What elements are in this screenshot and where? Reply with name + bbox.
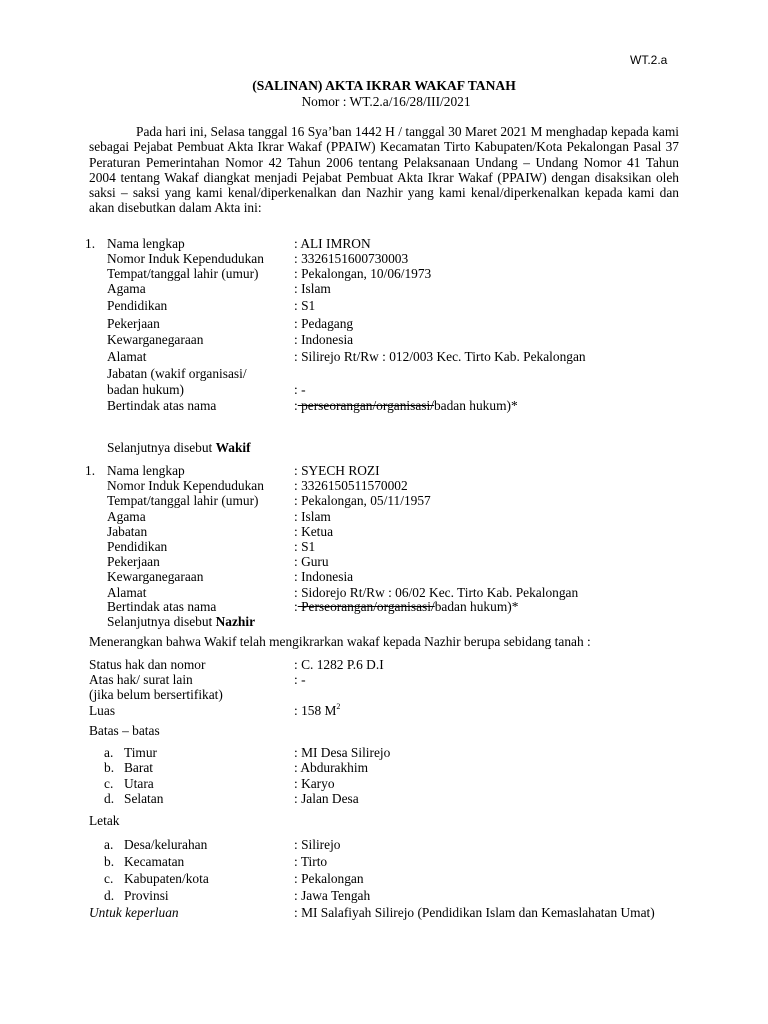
wakif-field-label: Pekerjaan <box>107 316 160 331</box>
letak-item-value: : Jawa Tengah <box>294 888 371 903</box>
batas-item-value: : Karyo <box>294 775 335 791</box>
colon: : <box>294 599 298 614</box>
wakif-field-value: : 3326151600730003 <box>294 251 409 266</box>
nazhir-field-value: : Sidorejo Rt/Rw : 06/02 Kec. Tirto Kab. Pekalongan <box>294 584 579 600</box>
luas-unit-exponent: 2 <box>336 701 341 711</box>
designation-term: Nazhir <box>215 614 256 629</box>
nazhir-field-label: Pendidikan <box>107 539 168 554</box>
batas-item-label: Timur <box>124 745 157 760</box>
statement-text: Menerangkan bahwa Wakif telah mengikrarkan wakaf kepada Nazhir berupa sebidang tanah : <box>89 634 591 649</box>
letak-item-letter: d. <box>104 888 115 903</box>
nazhir-field-value: : Guru <box>294 554 329 570</box>
wakif-field-label: Tempat/tanggal lahir (umur) <box>107 266 259 281</box>
intro-text: Pada hari ini, Selasa tanggal 16 Sya’ban 1442 H / tanggal 30 Maret 2021 M menghadap kepada kami sebagai Pejabat Pembuat Akta Ikrar Wakaf (PPAIW) Kecamatan Tirto Kabupaten/Kota Pekalongan Pasal 37 Peraturan Pemerintahan Nomor 42 Tahun 2006 tentang Pelaksanaan Undang – Undang Nomor 41 Tahun 2004 tentang Wakaf diangkat menjadi Pejabat Pembuat Akta Ikrar Wakaf (PPAIW) dengan disaksikan oleh saksi – saksi yang kami kenal/diperkenalkan dan Nazhir yang kami kenal/diperkenalkan kepada kami dan akan disebutkan dalam Akta ini: <box>89 124 679 216</box>
wakif-field-value: : Silirejo Rt/Rw : 012/003 Kec. Tirto Kab. Pekalongan <box>294 349 586 364</box>
batas-item-value: : MI Desa Silirejo <box>294 745 391 760</box>
wakif-field-value: : Pekalongan, 10/06/1973 <box>294 266 432 281</box>
wakif-field-label: Kewarganegaraan <box>107 332 204 347</box>
wakif-field-value: : Indonesia <box>294 332 354 347</box>
letak-item-value: : Tirto <box>294 854 328 869</box>
letak-item-letter: a. <box>104 837 114 852</box>
purpose-value: : MI Salafiyah Silirejo (Pendidikan Islam dan Kemaslahatan Umat) <box>294 905 655 920</box>
batas-item-value: : Jalan Desa <box>294 791 359 807</box>
nazhir-field-value: : Pekalongan, 05/11/1957 <box>294 493 431 509</box>
wakif-field-value: : ALI IMRON <box>294 236 371 251</box>
nazhir-field-label: Alamat <box>107 584 147 600</box>
letak-item-letter: b. <box>104 854 115 869</box>
letak-item-letter: c. <box>104 871 114 886</box>
letak-heading: Letak <box>89 813 120 828</box>
wakif-field-label: Pendidikan <box>107 298 168 313</box>
wakif-field-label: Alamat <box>107 349 147 364</box>
letak-item-label: Kabupaten/kota <box>124 871 209 886</box>
luas-label: Luas <box>89 703 116 718</box>
nazhir-field-label: Agama <box>107 508 146 524</box>
nazhir-field-value: : S1 <box>294 539 316 554</box>
batas-item-label: Utara <box>124 775 154 791</box>
nazhir-designation <box>107 614 255 629</box>
document-number: Nomor : WT.2.a/16/28/III/2021 <box>301 94 471 109</box>
wakif-field-label: Nama lengkap <box>107 236 185 251</box>
colon: : <box>294 398 298 413</box>
batas-item-letter: b. <box>104 760 115 776</box>
selected-option: badan hukum)* <box>434 599 519 614</box>
wakif-designation <box>107 440 251 455</box>
letak-item-value: : Silirejo <box>294 837 341 852</box>
letak-item-value: : Pekalongan <box>294 871 364 886</box>
nazhir-bertindak-label: Bertindak atas nama <box>107 599 217 614</box>
atas-hak-label: Atas hak/ surat lain <box>89 672 193 687</box>
batas-item-letter: a. <box>104 745 114 760</box>
batas-item-label: Barat <box>124 760 153 776</box>
document-code: WT.2.a <box>630 53 668 67</box>
letak-item-label: Provinsi <box>124 888 169 903</box>
wakif-bertindak-label: Bertindak atas nama <box>107 398 217 413</box>
document-title: (SALINAN) AKTA IKRAR WAKAF TANAH <box>252 78 516 93</box>
struck-option: perseorangan/organisasi/ <box>297 398 434 413</box>
nazhir-field-value: : Islam <box>294 508 331 524</box>
wakif-field-label: Nomor Induk Kependudukan <box>107 251 264 266</box>
status-value: : C. 1282 P.6 D.I <box>294 657 384 672</box>
luas-value <box>294 703 340 718</box>
wakif-field-label: badan hukum) <box>107 382 184 397</box>
certificate-note: (jika belum bersertifikat) <box>89 687 223 702</box>
nazhir-field-value: : 3326150511570002 <box>294 478 408 494</box>
wakif-field-value: : Pedagang <box>294 316 354 331</box>
batas-item-letter: c. <box>104 775 114 791</box>
nazhir-field-label: Pekerjaan <box>107 554 160 570</box>
luas-number: : 158 M <box>294 703 337 718</box>
status-label: Status hak dan nomor <box>89 657 206 672</box>
wakif-field-value: : S1 <box>294 298 316 313</box>
atas-hak-value: : - <box>294 672 306 687</box>
wakif-number: 1. <box>85 236 96 251</box>
batas-item-letter: d. <box>104 791 115 807</box>
wakif-field-label: Jabatan (wakif organisasi/ <box>107 366 247 381</box>
designation-prefix: Selanjutnya disebut <box>107 440 216 455</box>
batas-item-label: Selatan <box>124 791 164 807</box>
batas-item-value: : Abdurakhim <box>294 760 369 776</box>
nazhir-field-label: Nama lengkap <box>107 463 185 478</box>
nazhir-bertindak-value <box>294 599 518 614</box>
wakif-field-label: Agama <box>107 281 146 296</box>
nazhir-field-value: : Indonesia <box>294 569 354 585</box>
nazhir-field-label: Jabatan <box>107 523 148 539</box>
designation-term: Wakif <box>215 440 251 455</box>
nazhir-field-label: Nomor Induk Kependudukan <box>107 478 264 494</box>
nazhir-number: 1. <box>85 463 96 478</box>
nazhir-field-label: Tempat/tanggal lahir (umur) <box>107 493 259 509</box>
struck-option: Perseorangan/organisasi/ <box>297 599 435 614</box>
nazhir-field-label: Kewarganegaraan <box>107 569 204 585</box>
nazhir-field-value: : SYECH ROZI <box>294 463 380 478</box>
intro-paragraph <box>89 124 679 216</box>
designation-prefix: Selanjutnya disebut <box>107 614 216 629</box>
selected-option: badan hukum)* <box>433 398 518 413</box>
nazhir-field-value: : Ketua <box>294 523 334 539</box>
wakif-bertindak-value <box>294 398 518 413</box>
letak-item-label: Kecamatan <box>124 854 185 869</box>
purpose-label: Untuk keperluan <box>89 905 179 920</box>
letak-item-label: Desa/kelurahan <box>124 837 208 852</box>
wakif-field-value: : - <box>294 382 306 397</box>
wakif-field-value: : Islam <box>294 281 331 296</box>
batas-heading: Batas – batas <box>89 723 160 738</box>
